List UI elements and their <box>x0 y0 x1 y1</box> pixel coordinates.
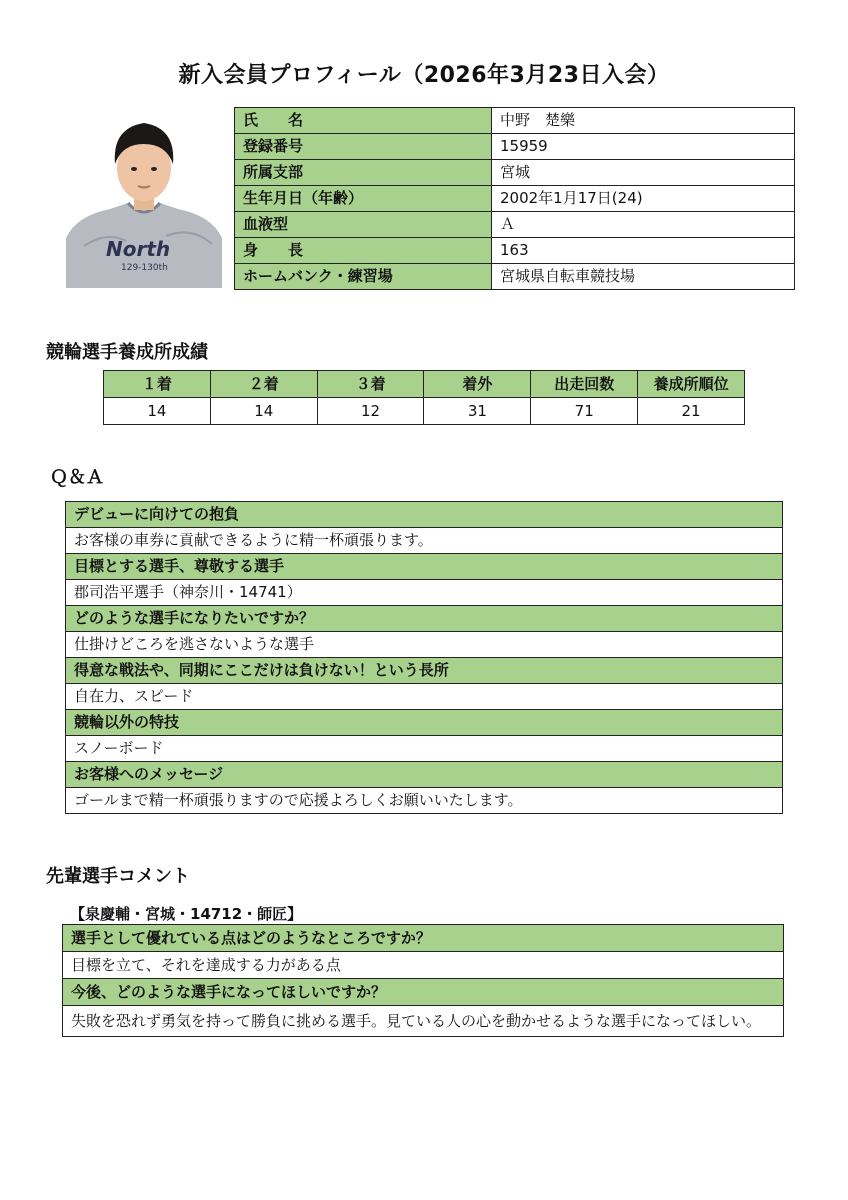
profile-label: 身 長 <box>235 238 492 264</box>
qa-question: 目標とする選手、尊敬する選手 <box>66 554 783 580</box>
profile-label: 登録番号 <box>235 134 492 160</box>
qa-question: 得意な戦法や、同期にここだけは負けない！という長所 <box>66 658 783 684</box>
profile-table <box>234 107 795 290</box>
qa-table <box>65 501 783 814</box>
profile-value: 中野 楚樂 <box>492 108 795 134</box>
senior-comment-table <box>62 924 784 1037</box>
comment-question: 選手として優れている点はどのようなところですか？ <box>63 925 784 952</box>
profile-value: 15959 <box>492 134 795 160</box>
profile-row <box>235 160 795 186</box>
qa-answer: 郡司浩平選手（神奈川・14741） <box>66 580 783 606</box>
column-header: 出走回数 <box>531 371 638 398</box>
profile-row <box>235 108 795 134</box>
qa-answer: 自在力、スピード <box>66 684 783 710</box>
training-heading: 競輪選手養成所成績 <box>46 342 208 363</box>
column-header: 養成所順位 <box>638 371 745 398</box>
table-cell: 14 <box>104 398 211 425</box>
qa-answer: 仕掛けどころを逃さないような選手 <box>66 632 783 658</box>
column-header: 着外 <box>424 371 531 398</box>
qa-question: どのような選手になりたいですか？ <box>66 606 783 632</box>
table-cell: 71 <box>531 398 638 425</box>
profile-row <box>235 264 795 290</box>
profile-row <box>235 134 795 160</box>
profile-label: 氏 名 <box>235 108 492 134</box>
column-header: １着 <box>104 371 211 398</box>
senior-comment-heading: 先輩選手コメント <box>46 866 190 887</box>
comment-answer: 目標を立て、それを達成する力がある点 <box>63 952 784 979</box>
profile-value: 163 <box>492 238 795 264</box>
comment-question: 今後、どのような選手になってほしいですか？ <box>63 979 784 1006</box>
qa-answer: ゴールまで精一杯頑張りますので応援よろしくお願いいたします。 <box>66 788 783 814</box>
table-cell: 14 <box>210 398 317 425</box>
column-header: ３着 <box>317 371 424 398</box>
profile-label: 血液型 <box>235 212 492 238</box>
qa-answer: スノーボード <box>66 736 783 762</box>
profile-value: 2002年1月17日(24) <box>492 186 795 212</box>
table-cell: 21 <box>638 398 745 425</box>
shirt-logo-text: North <box>106 237 171 261</box>
shirt-logo-subtext: 129-130th <box>121 263 168 273</box>
column-header: ２着 <box>210 371 317 398</box>
table-row <box>104 398 745 425</box>
qa-question: 競輪以外の特技 <box>66 710 783 736</box>
profile-label: 所属支部 <box>235 160 492 186</box>
profile-row <box>235 212 795 238</box>
profile-row <box>235 186 795 212</box>
profile-row <box>235 238 795 264</box>
qa-question: デビューに向けての抱負 <box>66 502 783 528</box>
profile-value: 宮城県自転車競技場 <box>492 264 795 290</box>
table-cell: 31 <box>424 398 531 425</box>
profile-value: 宮城 <box>492 160 795 186</box>
comment-answer: 失敗を恐れず勇気を持って勝負に挑める選手。見ている人の心を動かせるような選手になってほしい。 <box>63 1006 784 1037</box>
page-title: 新入会員プロフィール（2026年3月23日入会） <box>178 63 670 88</box>
training-results-table <box>103 370 745 425</box>
qa-heading: Ｑ＆Ａ <box>50 467 104 488</box>
senior-comment-source: 【泉慶輔・宮城・14712・師匠】 <box>70 905 303 923</box>
qa-question: お客様へのメッセージ <box>66 762 783 788</box>
qa-answer: お客様の車券に貢献できるように精一杯頑張ります。 <box>66 528 783 554</box>
profile-value: Ａ <box>492 212 795 238</box>
table-header-row <box>104 371 745 398</box>
profile-label: ホームバンク・練習場 <box>235 264 492 290</box>
racer-photo <box>66 106 222 288</box>
table-cell: 12 <box>317 398 424 425</box>
profile-label: 生年月日（年齢） <box>235 186 492 212</box>
